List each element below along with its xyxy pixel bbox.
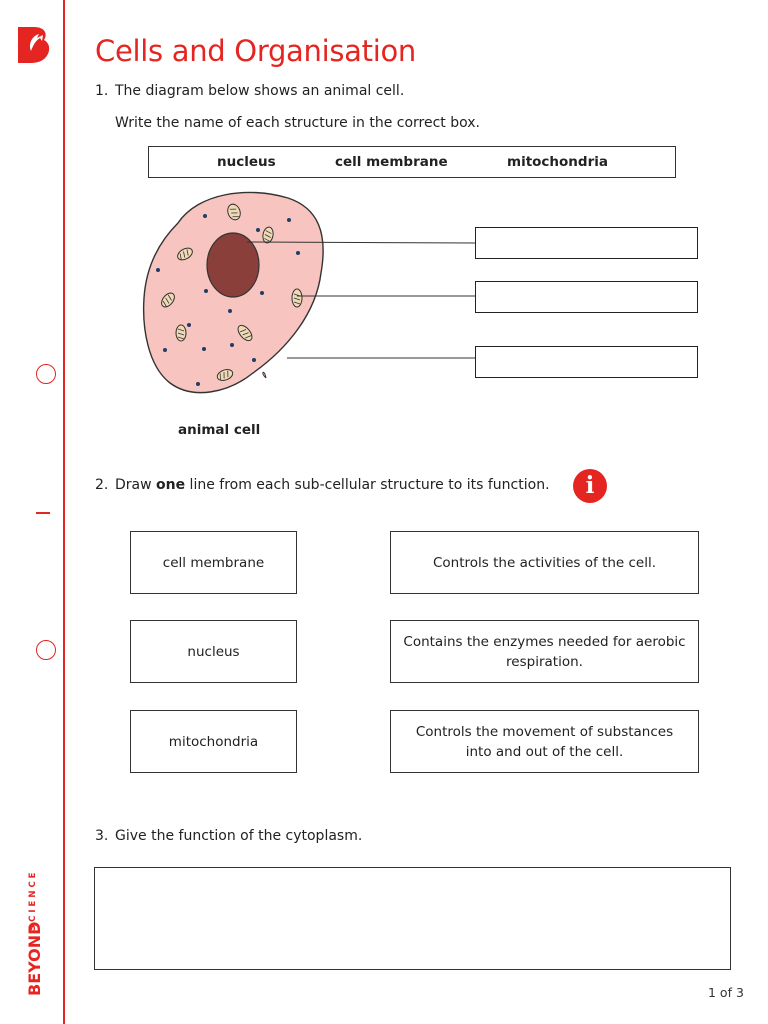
- structure-box-mitochondria[interactable]: mitochondria: [130, 710, 297, 773]
- q2-number: 2.: [95, 477, 109, 493]
- word-bank-item: nucleus: [217, 154, 276, 170]
- q3-number: 3.: [95, 828, 109, 844]
- q1-instruction: Write the name of each structure in the correct box.: [115, 115, 480, 131]
- q2-text-after: line from each sub-cellular structure to its function.: [185, 477, 550, 493]
- function-box-1[interactable]: Controls the activities of the cell.: [390, 531, 699, 594]
- margin-line: [63, 0, 65, 1024]
- answer-box-1[interactable]: [475, 227, 698, 259]
- answer-box-3[interactable]: [475, 346, 698, 378]
- function-box-3[interactable]: Controls the movement of substances into and out of the cell.: [390, 710, 699, 773]
- nucleus-shape: [207, 233, 259, 297]
- q3-text: Give the function of the cytoplasm.: [115, 828, 363, 844]
- mitochondrion-shape: [176, 325, 186, 341]
- q2-prompt: [95, 477, 550, 493]
- punch-hole-top: [36, 364, 56, 384]
- answer-box-2[interactable]: [475, 281, 698, 313]
- info-icon[interactable]: i: [573, 469, 607, 503]
- diagram-label: animal cell: [178, 422, 261, 438]
- brand-wordmark: [22, 846, 46, 996]
- structure-box-nucleus[interactable]: nucleus: [130, 620, 297, 683]
- q2-text-before: Draw: [115, 477, 157, 493]
- word-bank-item: cell membrane: [335, 154, 448, 170]
- mitochondrion-shape: [292, 289, 302, 307]
- q3-prompt: [95, 828, 362, 844]
- brand-word-sub: SCIENCE: [28, 869, 38, 931]
- q1-number: 1.: [95, 83, 109, 99]
- q3-response-box[interactable]: [94, 867, 731, 970]
- function-box-2[interactable]: Contains the enzymes needed for aerobic respiration.: [390, 620, 699, 683]
- q1-prompt: [95, 83, 404, 99]
- q1-text: The diagram below shows an animal cell.: [115, 83, 405, 99]
- structure-box-cell-membrane[interactable]: cell membrane: [130, 531, 297, 594]
- page-number: 1 of 3: [708, 985, 744, 1000]
- word-bank: [148, 146, 676, 178]
- word-bank-item: mitochondria: [507, 154, 608, 170]
- fold-mark: [36, 512, 50, 514]
- beyond-logo-icon: [14, 24, 52, 66]
- page-title: Cells and Organisation: [95, 34, 416, 68]
- animal-cell-diagram: [138, 188, 483, 403]
- q2-text-bold: one: [156, 477, 186, 493]
- brand-word-main: BEYOND: [25, 921, 44, 996]
- punch-hole-bottom: [36, 640, 56, 660]
